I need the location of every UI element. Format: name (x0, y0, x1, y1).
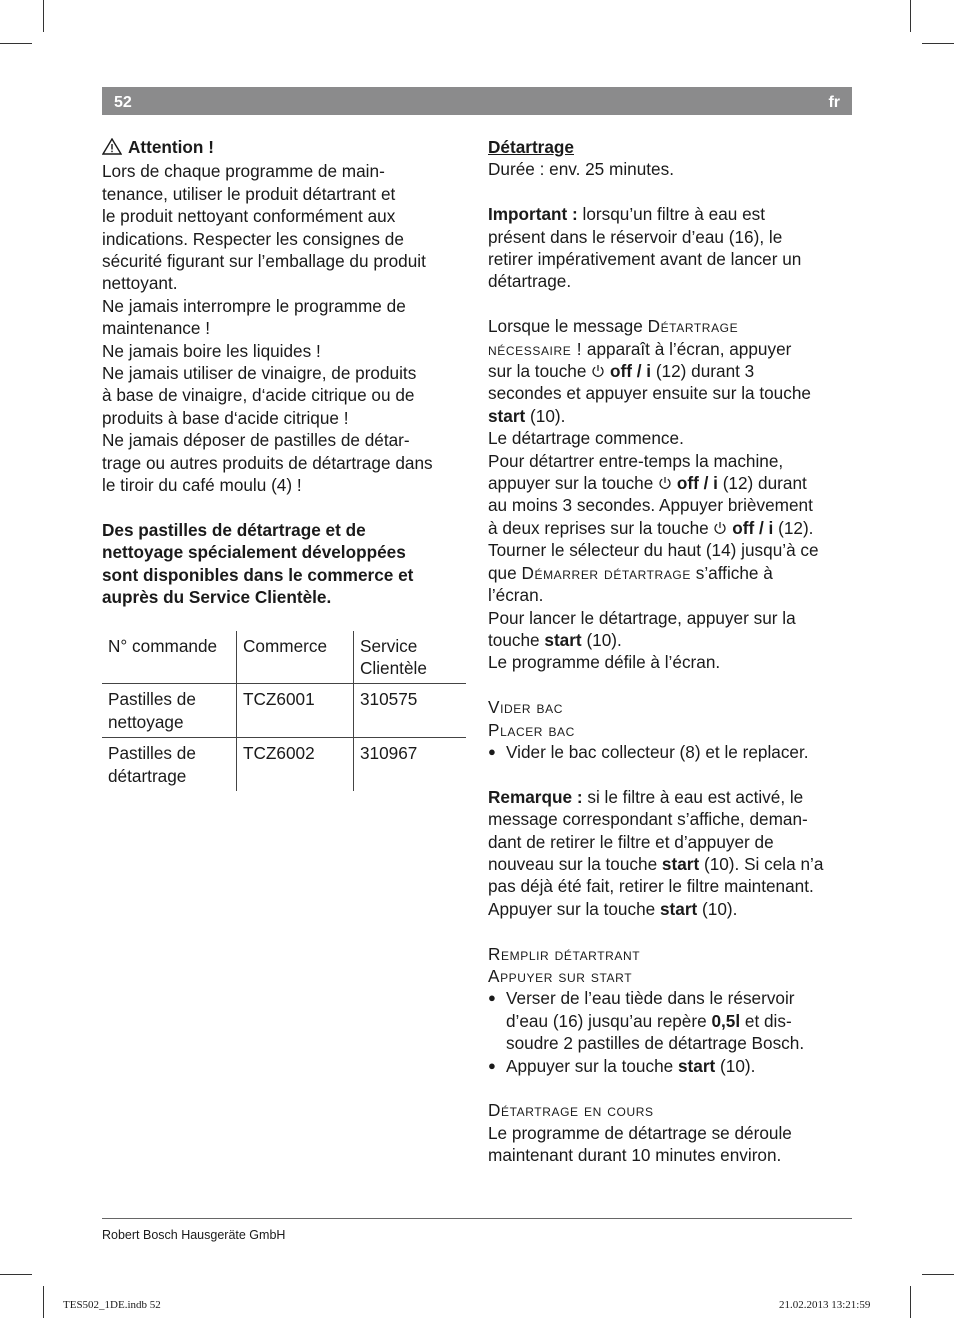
power-icon (658, 473, 672, 487)
display-message: Vider bac (488, 697, 563, 718)
order-table (102, 631, 466, 791)
start-key-label: start (677, 1055, 716, 1076)
start-key-label: start (661, 853, 700, 874)
availability-note (102, 519, 464, 609)
start-key-label: start (659, 898, 698, 919)
print-slug-file: TES502_1DE.indb 52 (63, 1299, 161, 1311)
text-line: Ne jamais interrompre le programme de (102, 295, 406, 316)
text-line: Tourner le sélecteur du haut (14) jusqu’à ce (488, 540, 819, 561)
power-icon (713, 518, 727, 532)
display-message: Démarrer détartrage (521, 562, 691, 583)
warning-icon (102, 138, 122, 160)
table-row (102, 684, 466, 738)
text-line: dant de retirer le filtre et d’appuyer de (488, 831, 774, 852)
text-line: Pour détartrer entre-temps la machine, (488, 450, 784, 471)
mark-label: 0,5l (711, 1010, 741, 1031)
text-line: sur la touche off / i (12) durant 3 (488, 361, 755, 382)
bold-line: auprès du Service Clientèle. (102, 587, 332, 608)
list-item: ● Verser de l’eau tiède dans le réservoir d’eau (16) jusqu’au repère 0,5l et dis- soudre 2 pastilles de détartrage Bosch. (488, 987, 854, 1054)
crop-mark (0, 43, 32, 44)
crop-mark (910, 1286, 911, 1318)
page-header (102, 87, 852, 115)
bold-line: sont disponibles dans le commerce et (102, 564, 414, 585)
page-number: 52 (114, 94, 132, 111)
text-line: Lorsque le message Détartrage (488, 316, 739, 337)
text-line: le produit nettoyant conformément aux (102, 206, 396, 227)
text-line: nouveau sur la touche start (10). Si cela n’a (488, 853, 824, 874)
start-key-label: start (544, 629, 582, 650)
text-line: détartrage. (488, 271, 572, 292)
start-key-label: start (488, 405, 526, 426)
text-line: Lors de chaque programme de main- (102, 161, 385, 182)
text-line: nécessaire ! apparaît à l’écran, appuyer (488, 338, 792, 359)
off-key-label: off / i (676, 473, 718, 494)
text-line: sécurité figurant sur l’emballage du produit (102, 251, 426, 272)
crop-mark (43, 1286, 44, 1318)
text-line: indications. Respecter les consignes de (102, 228, 404, 249)
crop-mark (43, 0, 44, 32)
important-label: Important : (488, 204, 578, 225)
display-message: Détartrage (647, 316, 739, 337)
text-line: Le détartrage commence. (488, 428, 684, 449)
off-key-label: off / i (609, 361, 652, 382)
table-cell: Pastilles de nettoyage (102, 684, 237, 738)
text-line: maintenant durant 10 minutes environ. (488, 1145, 782, 1166)
important-note: Important : lorsqu’un filtre à eau est (488, 204, 766, 225)
text-line: Ne jamais déposer de pastilles de détar- (102, 430, 410, 451)
crop-mark (922, 1274, 954, 1275)
table-cell: TCZ6001 (237, 684, 354, 738)
display-message: Placer bac (488, 719, 575, 740)
text-line: Le programme défile à l’écran. (488, 652, 721, 673)
display-message: nécessaire ! (488, 338, 583, 359)
table-header-cell: Commerce (237, 631, 354, 684)
table-header-row (102, 631, 466, 684)
crop-mark (922, 43, 954, 44)
text-line: que Démarrer détartrage s’affiche à (488, 562, 773, 583)
text-line: au moins 3 secondes. Appuyer brièvement (488, 495, 813, 516)
text-line: à deux reprises sur la touche off / i (12). (488, 517, 814, 538)
text-line: secondes et appuyer ensuite sur la touche (488, 383, 811, 404)
text-line: produits à base d‘acide citrique ! (102, 407, 349, 428)
language-code: fr (828, 94, 840, 111)
table-header-cell: Service Clientèle (354, 631, 467, 684)
list-item: ● Vider le bac collecteur (8) et le replacer. (488, 741, 854, 763)
table-cell: TCZ6002 (237, 738, 354, 791)
attention-title: Attention ! (128, 137, 214, 157)
text-line: trage ou autres produits de détartrage dans (102, 452, 433, 473)
text-line: Ne jamais boire les liquides ! (102, 340, 321, 361)
bold-line: Des pastilles de détartrage et de (102, 519, 366, 540)
text-line: présent dans le réservoir d’eau (16), le (488, 226, 783, 247)
text-line: l’écran. (488, 585, 544, 606)
table-cell: 310967 (354, 738, 467, 791)
text-line: nettoyant. (102, 273, 178, 294)
table-cell: 310575 (354, 684, 467, 738)
text-line: pas déjà été fait, retirer le filtre maintenant. (488, 876, 814, 897)
text-line: start (10). (488, 405, 566, 426)
crop-mark (910, 0, 911, 32)
attention-heading (102, 136, 464, 160)
remark-note: Remarque : si le filtre à eau est activé, le (488, 786, 804, 807)
table-header-cell: N° commande (108, 635, 218, 656)
text-line: touche start (10). (488, 629, 622, 650)
list-item: ● Appuyer sur la touche start (10). (488, 1055, 854, 1077)
footer-company: Robert Bosch Hausgeräte GmbH (102, 1228, 286, 1242)
right-column (488, 136, 854, 1167)
text-line: maintenance ! (102, 318, 210, 339)
bold-line: nettoyage spécialement développées (102, 542, 406, 563)
left-column (102, 136, 464, 791)
text-line: Ne jamais utiliser de vinaigre, de produits (102, 363, 417, 384)
crop-mark (0, 1274, 32, 1275)
text-line: le tiroir du café moulu (4) ! (102, 475, 302, 496)
off-key-label: off / i (732, 517, 774, 538)
display-message: Remplir détartrant (488, 943, 641, 964)
text-line: Appuyer sur la touche start (10). (488, 898, 738, 919)
text-line: message correspondant s’affiche, deman- (488, 809, 808, 830)
text-line: appuyer sur la touche off / i (12) durant (488, 473, 807, 494)
display-message: Détartrage en cours (488, 1100, 654, 1121)
attention-body (102, 160, 464, 496)
power-icon (591, 361, 605, 375)
display-message: Appuyer sur start (488, 965, 633, 986)
remark-label: Remarque : (488, 786, 583, 807)
section-title: Détartrage (488, 137, 574, 157)
duration-text: Durée : env. 25 minutes. (488, 159, 674, 180)
text-line: Le programme de détartrage se déroule (488, 1122, 792, 1143)
text-line: Pour lancer le détartrage, appuyer sur la (488, 607, 796, 628)
footer-divider (102, 1218, 852, 1219)
text-line: à base de vinaigre, d‘acide citrique ou de (102, 385, 415, 406)
text-line: retirer impérativement avant de lancer un (488, 249, 802, 270)
print-slug-date: 21.02.2013 13:21:59 (779, 1299, 871, 1311)
table-row (102, 738, 466, 791)
text-line: tenance, utiliser le produit détartrant et (102, 183, 396, 204)
table-cell: Pastilles de détartrage (102, 738, 237, 791)
